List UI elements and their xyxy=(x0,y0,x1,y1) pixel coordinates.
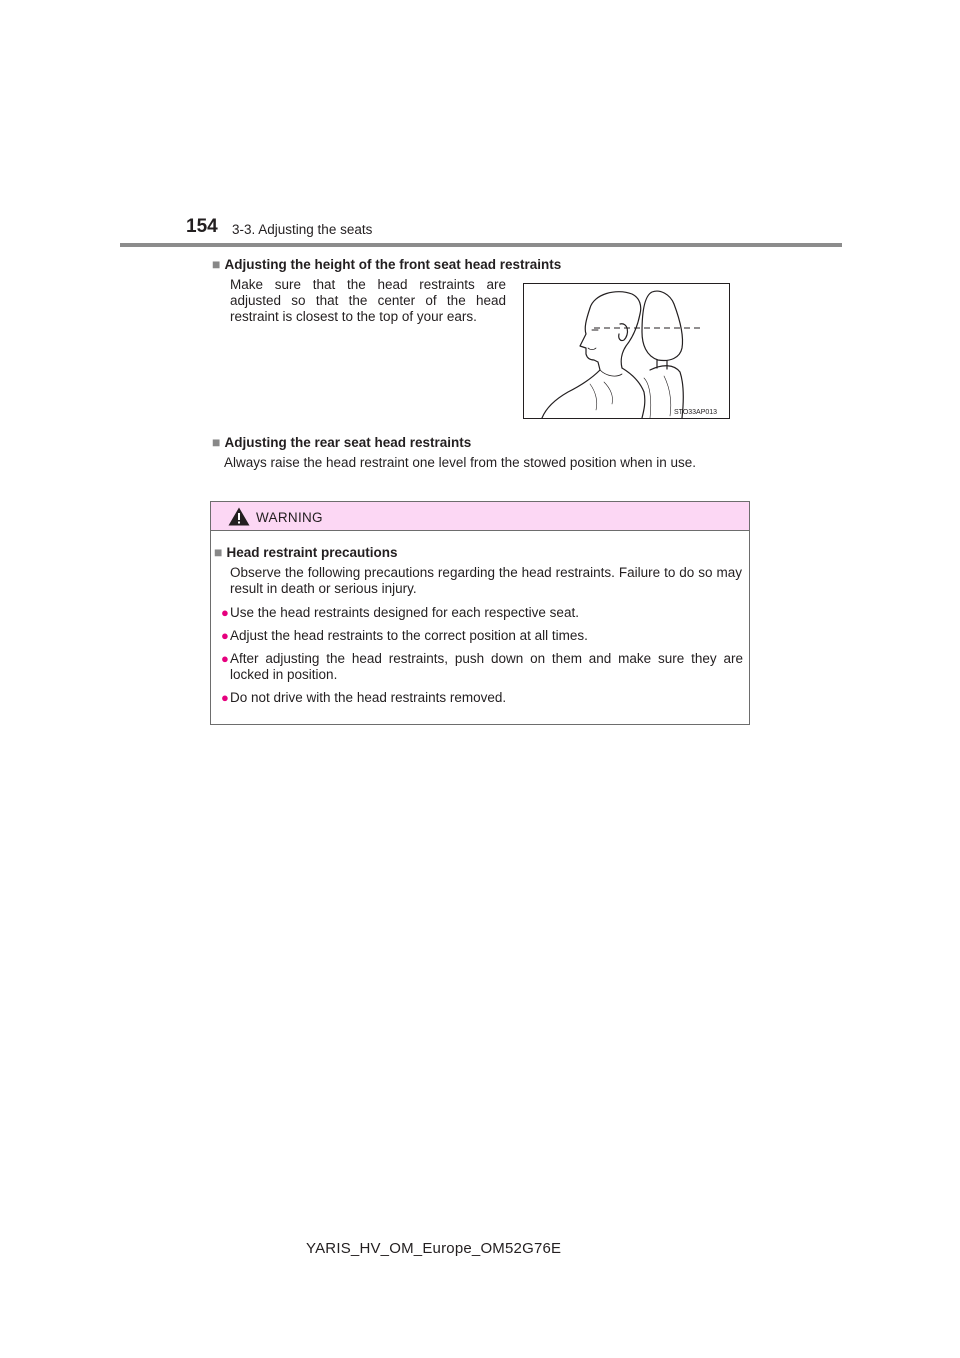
figure-code: STO33AP013 xyxy=(674,409,718,416)
front-restraints-text: Make sure that the head restraints are adjusted so that the center of the head restraint is closest to the top of your ears. xyxy=(230,277,506,324)
heading-front-restraints: ■ Adjusting the height of the front seat head restraints xyxy=(212,256,562,272)
warning-intro: Observe the following precautions regarding the head restraints. Failure to do so may result in death or serious injury. xyxy=(230,565,742,596)
warning-title: ■ Head restraint precautions xyxy=(214,544,398,560)
warning-bullet: ● Adjust the head restraints to the correct position at all times. xyxy=(221,628,588,643)
warning-header xyxy=(211,502,749,531)
section-title: 3-3. Adjusting the seats xyxy=(232,222,373,237)
square-bullet-icon: ■ xyxy=(212,256,221,272)
page-number: 154 xyxy=(186,216,218,237)
square-bullet-icon: ■ xyxy=(212,434,221,450)
square-bullet-icon: ■ xyxy=(214,544,223,560)
warning-box xyxy=(210,501,750,725)
heading-rear-restraints: ■ Adjusting the rear seat head restraints xyxy=(212,434,472,450)
warning-triangle-icon xyxy=(228,507,250,526)
warning-bullet: ● Use the head restraints designed for each respective seat. xyxy=(221,605,579,620)
bullet-dot-icon: ● xyxy=(221,605,229,620)
rear-restraints-text: Always raise the head restraint one level from the stowed position when in use. xyxy=(224,455,697,470)
warning-bullet: ● After adjusting the head restraints, push down on them and make sure they are locked in position. xyxy=(221,651,743,682)
head-restraint-illustration xyxy=(524,284,729,418)
header-rule xyxy=(120,243,842,247)
warning-label: WARNING xyxy=(256,510,323,525)
bullet-dot-icon: ● xyxy=(221,651,229,666)
head-restraint-figure xyxy=(523,283,730,419)
warning-bullet: ● Do not drive with the head restraints removed. xyxy=(221,690,507,705)
bullet-dot-icon: ● xyxy=(221,690,229,705)
footer-doc-code: YARIS_HV_OM_Europe_OM52G76E xyxy=(306,1240,562,1257)
bullet-dot-icon: ● xyxy=(221,628,229,643)
